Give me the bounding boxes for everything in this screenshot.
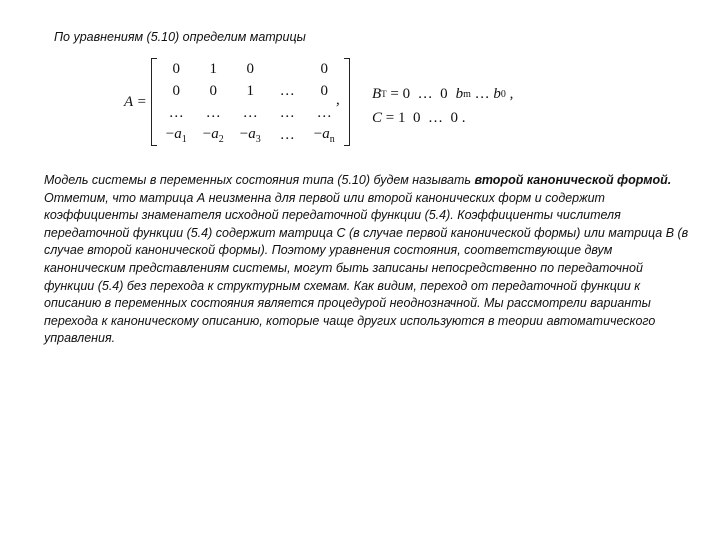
c-symbol: C — [372, 109, 383, 126]
matrix-comma: , — [336, 92, 340, 108]
matrix-cell: $-a_1$ — [165, 125, 187, 145]
bt-superscript: T — [381, 89, 387, 99]
c-equation — [372, 106, 513, 130]
matrix-row — [158, 58, 343, 80]
body-paragraph — [44, 172, 692, 348]
bt-zeros: = 0 … 0 — [386, 85, 448, 102]
matrix-a — [151, 58, 350, 146]
bt-dots: … — [470, 85, 494, 102]
matrix-cell: 0 — [172, 82, 181, 99]
matrix-row — [158, 102, 343, 124]
matrix-cell: 0 — [320, 60, 329, 77]
paragraph-main: Отметим, что матрица А неизменна для первой или второй канонических форм и содержит коэффициенты знаменателя исходной передаточной функции (5.4). Коэффициенты числителя передаточной функции (5.4) содержит матрица С (в случае первой канонической формы) или матрица В (в случае второй канонической формы). Поэтому уравнения состояния, соответствующие двум каноническим представлениям системы, могут быть записаны непосредственно по передаточной функции (5.4) без перехода к структурным схемам. Как видим, переход от передаточной функции к описанию в переменных состояния является процедурой неоднозначной. Мы рассмотрели варианты перехода к каноническому описанию, которые чаще других используются в теории автоматического управления. — [44, 190, 689, 346]
matrix-cell: $-a_3$ — [239, 125, 261, 145]
matrix-cell: 0 — [320, 82, 329, 99]
matrix-cell: … — [242, 104, 258, 121]
matrix-cell: 1 — [209, 60, 218, 77]
matrix-cell: 1 — [246, 82, 255, 99]
bt-symbol: B — [372, 85, 382, 102]
bt-equation: B T = 0 … 0 b m … b 0 , — [372, 85, 514, 102]
intro-text: По уравнениям (5.10) определим матрицы — [54, 30, 306, 44]
matrix-a-equation — [124, 58, 350, 146]
matrix-cell: $-a_n$ — [313, 125, 335, 145]
matrix-cell: 0 — [172, 60, 181, 77]
matrix-cell: … — [205, 104, 221, 121]
paragraph-term: второй канонической формой. — [474, 173, 672, 187]
matrix-cell: $-a_2$ — [202, 125, 224, 145]
matrix-a-label: A = — [124, 93, 147, 110]
matrix-cell: … — [168, 104, 184, 121]
matrix-cell: … — [279, 82, 295, 99]
bt-end: , — [505, 85, 514, 102]
matrix-cell: 0 — [209, 82, 218, 99]
paragraph-intro: Модель системы в переменных состояния типа (5.10) будем называть — [44, 173, 475, 187]
matrix-cell: … — [279, 104, 295, 121]
matrix-cell: 0 — [246, 60, 255, 77]
matrix-cell: … — [316, 104, 332, 121]
matrix-row — [158, 124, 343, 146]
matrix-row — [158, 80, 343, 102]
bt-b0-subscript: 0 — [500, 88, 506, 100]
matrix-cell: … — [279, 126, 295, 143]
vector-equations — [372, 82, 513, 130]
c-rhs: = 1 0 … 0 . — [382, 109, 466, 126]
bt-bm-subscript: m — [463, 88, 471, 100]
